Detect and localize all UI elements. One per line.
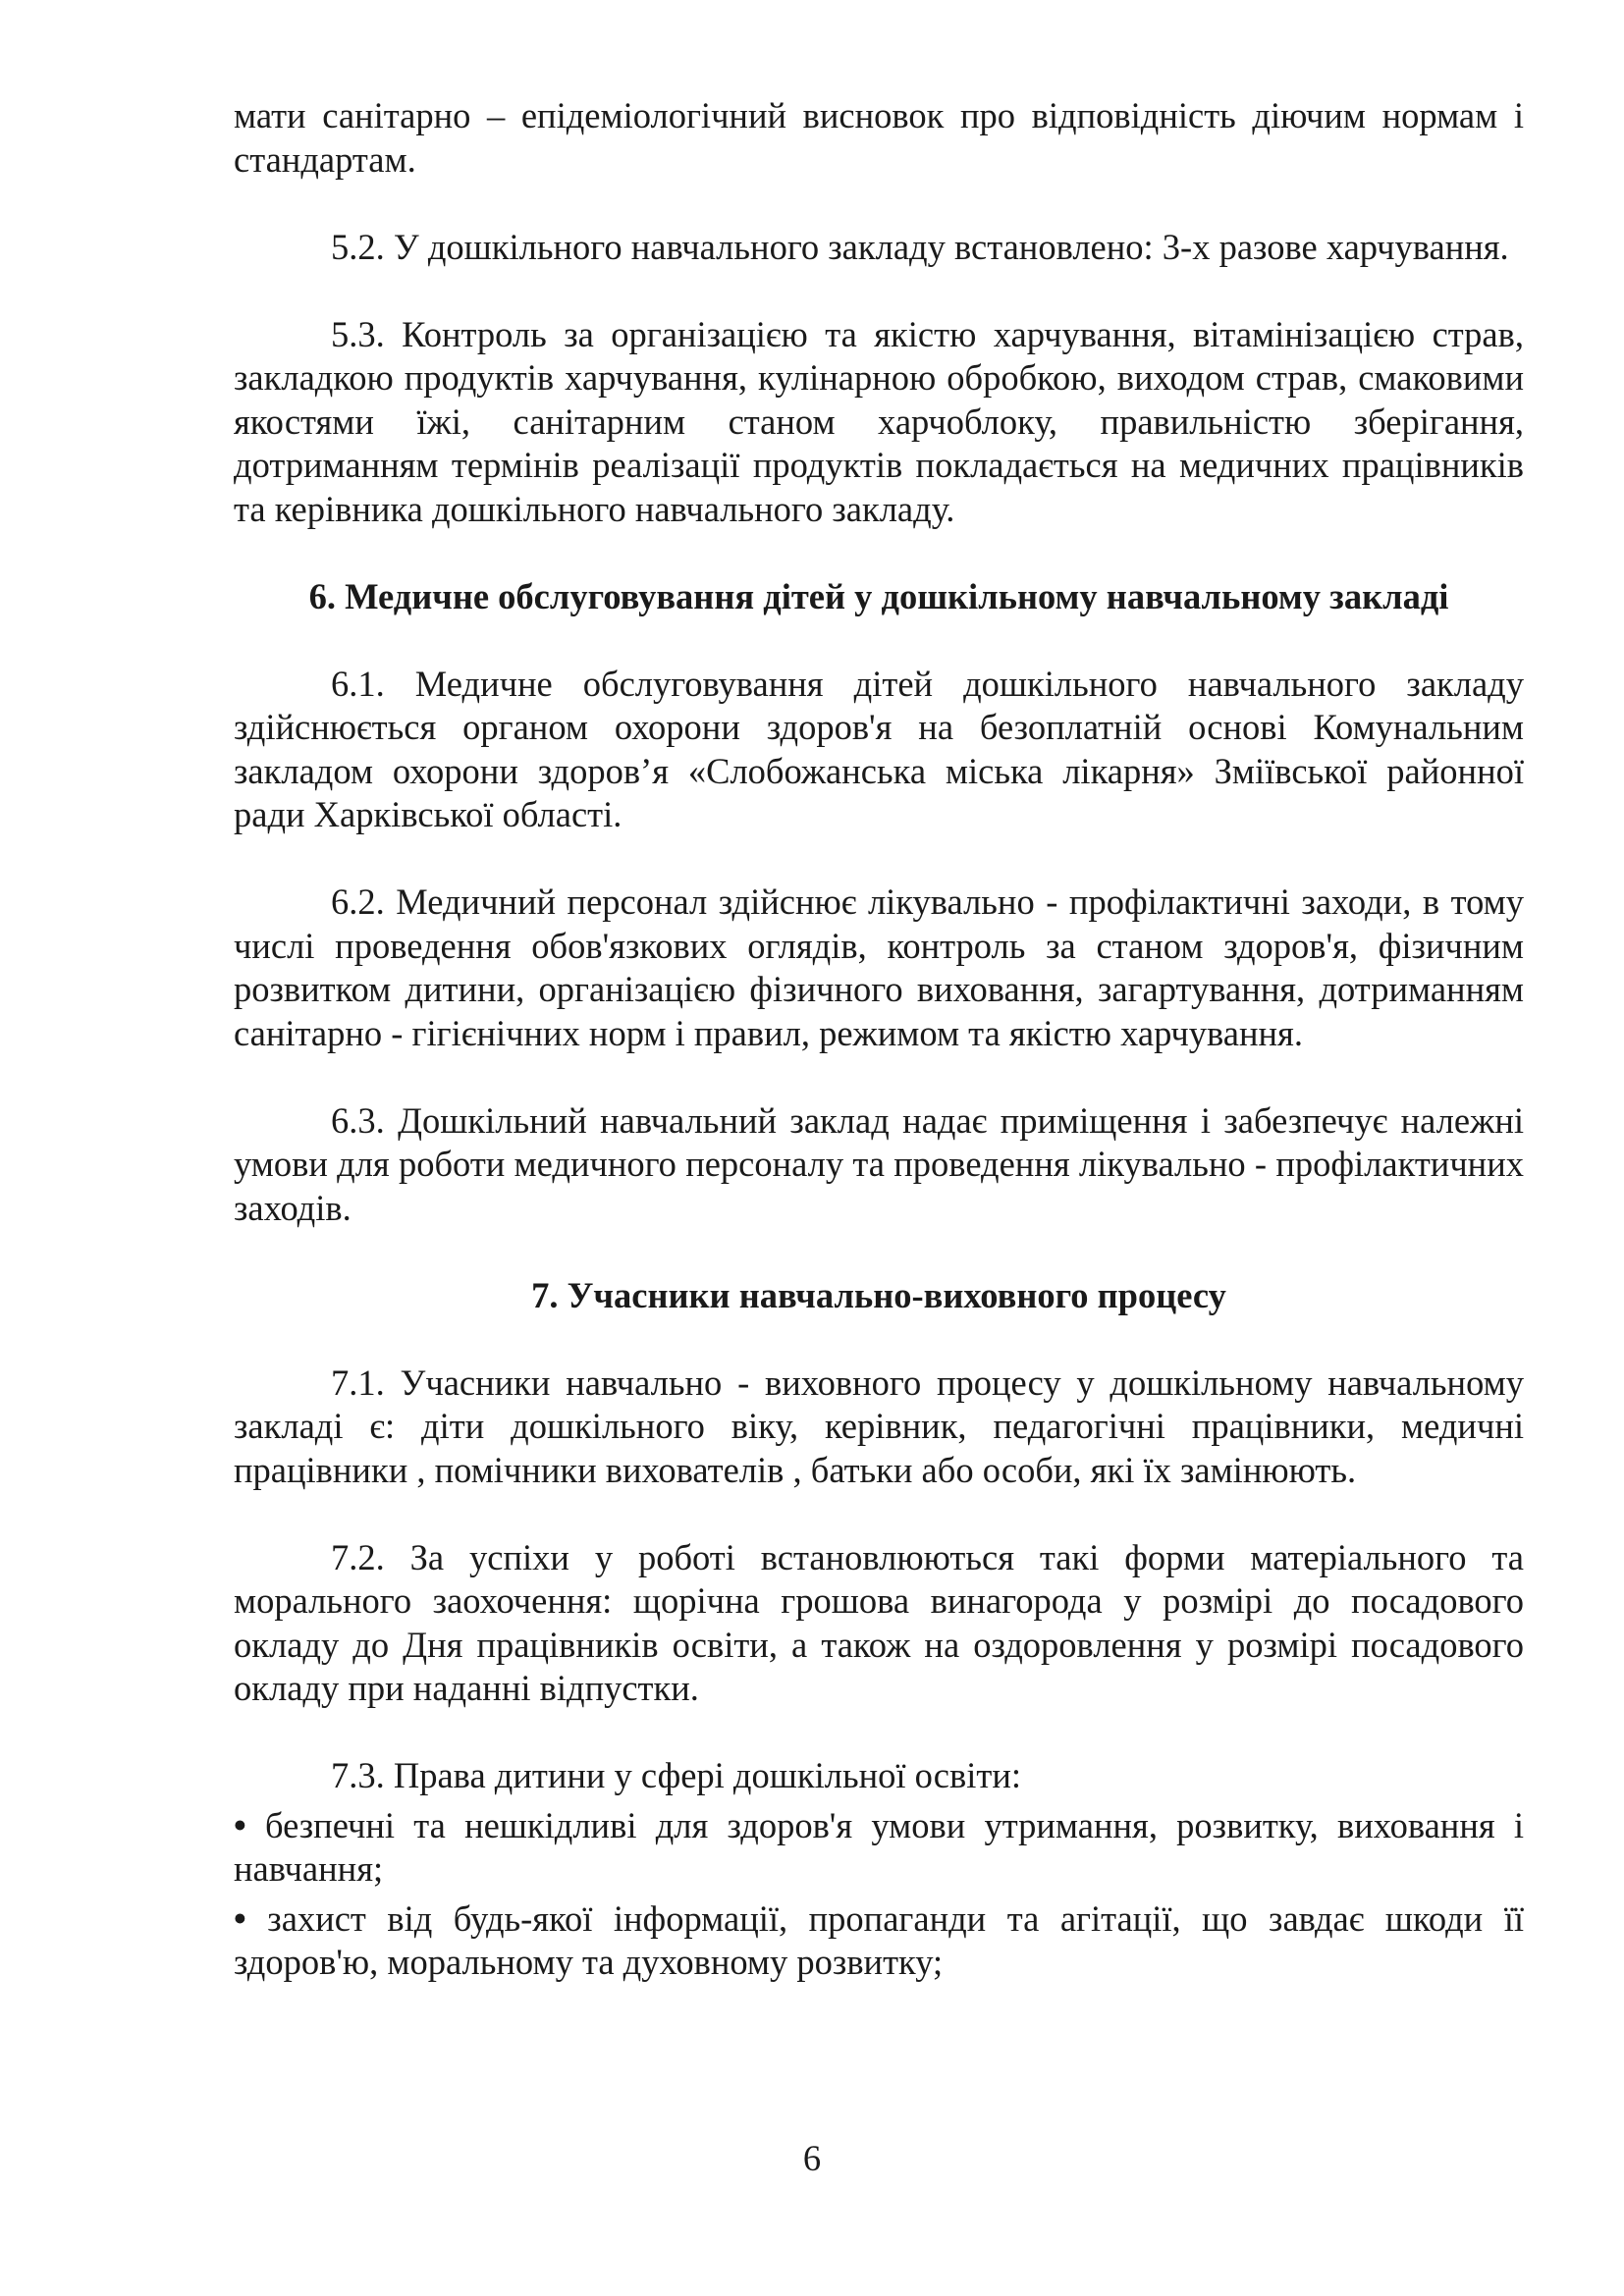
document-page xyxy=(234,94,1524,1991)
paragraph-6-1: 6.1. Медичне обслуговування дітей дошкільного навчального закладу здійснюється органом охорони здоров'я на безоплатній основі Комунальним закладом охорони здоров’я «Слобожанська міська лікарня» Зміївської районної ради Харківської області. xyxy=(234,663,1524,834)
paragraph-6-2: 6.2. Медичний персонал здійснює лікувально - профілактичні заходи, в тому числі проведення обов'язкових оглядів, контроль за станом здоров'я, фізичним розвитком дитини, організацією фізичного виховання, загартування, дотриманням санітарно - гігієнічних норм і правил, режимом та якістю харчування. xyxy=(234,881,1524,1053)
bullet-text: безпечні та нешкідливі для здоров'я умови утримання, розвитку, виховання і навчання; xyxy=(234,1804,1525,1889)
paragraph-5-2: 5.2. У дошкільного навчального закладу встановлено: 3-х разове харчування. xyxy=(331,226,1509,267)
paragraph-6-3: 6.3. Дошкільний навчальний заклад надає приміщення і забезпечує належні умови для роботи медичного персоналу та проведення лікувально - профілактичних заходів. xyxy=(234,1099,1524,1228)
paragraph-5-3: 5.3. Контроль за організацією та якістю харчування, вітамінізацією страв, закладкою продуктів харчування, кулінарною обробкою, виходом страв, смаковими якостями їжі, санітарним станом харчоблоку, правильністю зберігання, дотриманням термінів реалізації продуктів покладається на медичних працівників та керівника дошкільного навчального закладу. xyxy=(234,313,1524,529)
bullet-icon: • xyxy=(234,1897,246,1939)
paragraph-7-3: 7.3. Права дитини у сфері дошкільної освіти: xyxy=(331,1755,1021,1795)
paragraph-7-2: 7.2. За успіхи у роботі встановлюються такі форми матеріального та морального заохочення: щорічна грошова винагорода у розмірі до посадового окладу до Дня працівників освіти, а також на оздоровлення у розмірі посадового окладу при наданні відпустки. xyxy=(234,1536,1524,1708)
bullet-item xyxy=(234,1804,1524,1892)
section-6-heading: 6. Медичне обслуговування дітей у дошкільному навчальному закладі xyxy=(308,575,1449,616)
bullet-icon: • xyxy=(234,1804,246,1845)
page-number: 6 xyxy=(802,2138,822,2178)
section-7-heading: 7. Учасники навчально-виховного процесу xyxy=(531,1274,1226,1315)
bullet-text: захист від будь-якої інформації, пропаганди та агітації, що завдає шкоди її здоров'ю, моральному та духовному розвитку; xyxy=(234,1897,1525,1982)
paragraph-7-1: 7.1. Учасники навчально - виховного процесу у дошкільному навчальному закладі є: діти дошкільного віку, керівник, педагогічні працівники, медичні працівники , помічники вихователів , батьки або особи, які їх замінюють. xyxy=(234,1362,1524,1490)
continuation-paragraph: мати санітарно – епідеміологічний висновок про відповідність діючим нормам і стандартам. xyxy=(234,95,1524,180)
bullet-item xyxy=(234,1897,1524,1985)
